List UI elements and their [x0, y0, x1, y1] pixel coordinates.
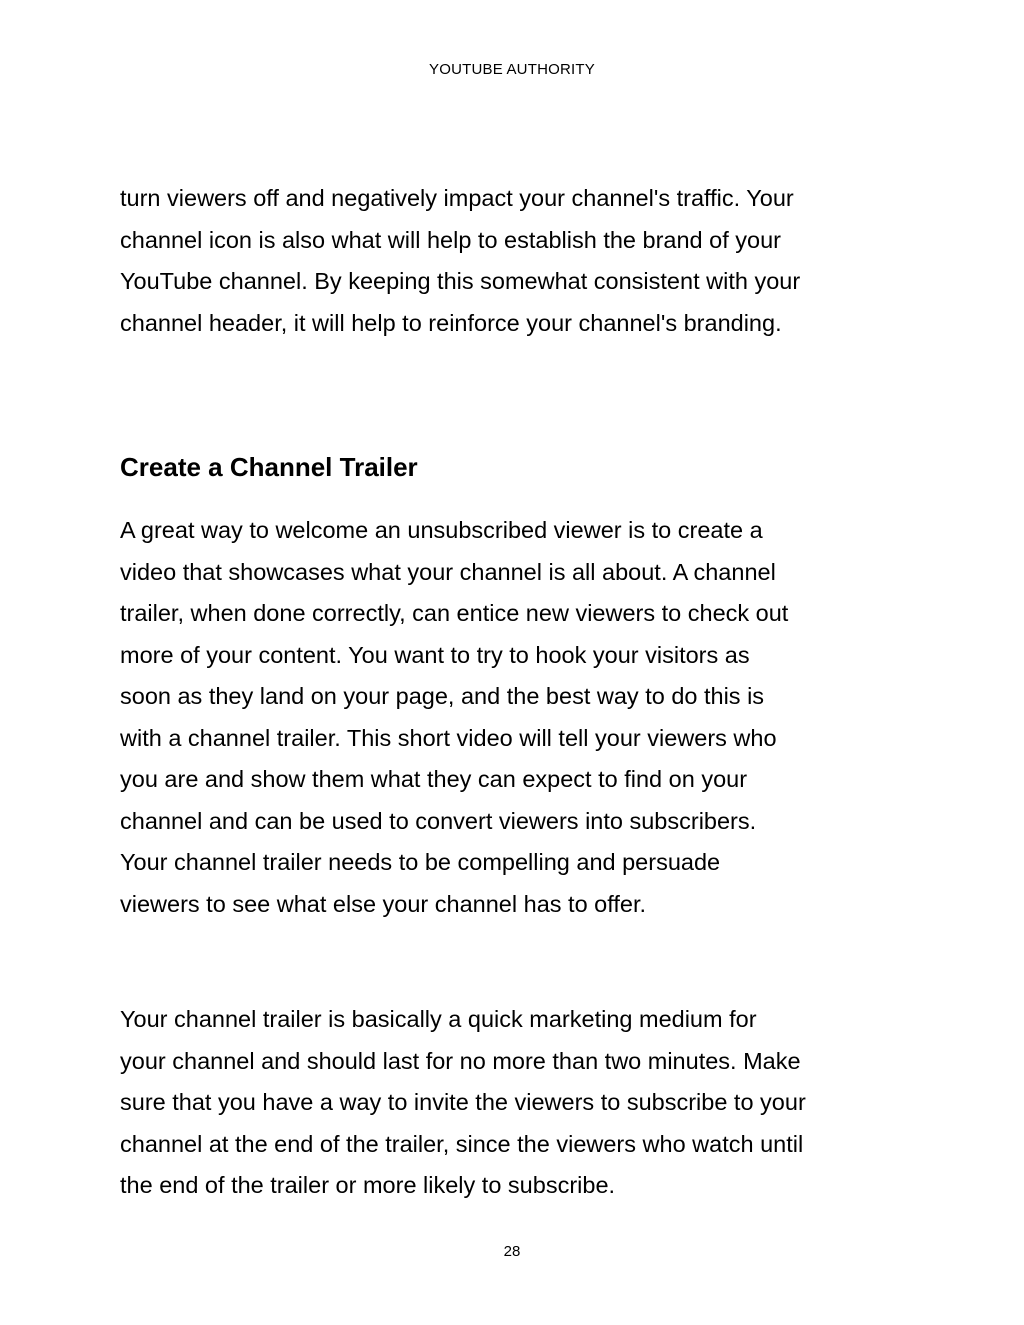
- paragraph-trailer-length: [120, 999, 920, 1207]
- text-line: A great way to welcome an unsubscribed viewer is to create a: [120, 517, 763, 543]
- running-header: YOUTUBE AUTHORITY: [429, 61, 595, 78]
- paragraph-icon-branding: [120, 178, 920, 344]
- text-line: channel and can be used to convert viewers into subscribers.: [120, 807, 757, 834]
- text-line: you are and show them what they can expect to find on your: [120, 766, 748, 792]
- text-line: channel at the end of the trailer, since the viewers who watch until: [120, 1130, 804, 1157]
- page-number: 28: [503, 1243, 521, 1260]
- text-line: channel header, it will help to reinforce your channel's branding.: [120, 309, 782, 336]
- text-line: trailer, when done correctly, can entice new viewers to check out: [120, 600, 789, 626]
- text-line: more of your content. You want to try to hook your visitors as: [120, 641, 750, 668]
- paragraph-channel-trailer: [120, 510, 920, 925]
- text-line: Your channel trailer needs to be compelling and persuade: [120, 849, 721, 875]
- text-line: video that showcases what your channel is all about. A channel: [120, 558, 776, 585]
- text-line: the end of the trailer or more likely to subscribe.: [120, 1172, 616, 1198]
- text-line: Your channel trailer is basically a quick marketing medium for: [120, 1006, 757, 1032]
- text-line: with a channel trailer. This short video will tell your viewers who: [120, 724, 777, 751]
- text-line: viewers to see what else your channel has to offer.: [120, 890, 647, 917]
- text-line: channel icon is also what will help to establish the brand of your: [120, 226, 781, 253]
- section-heading: Create a Channel Trailer: [120, 452, 418, 482]
- text-line: turn viewers off and negatively impact your channel's traffic. Your: [120, 185, 794, 211]
- text-line: sure that you have a way to invite the viewers to subscribe to your: [120, 1089, 806, 1115]
- text-line: your channel and should last for no more than two minutes. Make: [120, 1047, 801, 1074]
- text-line: YouTube channel. By keeping this somewhat consistent with your: [120, 268, 801, 294]
- text-line: soon as they land on your page, and the best way to do this is: [120, 683, 765, 709]
